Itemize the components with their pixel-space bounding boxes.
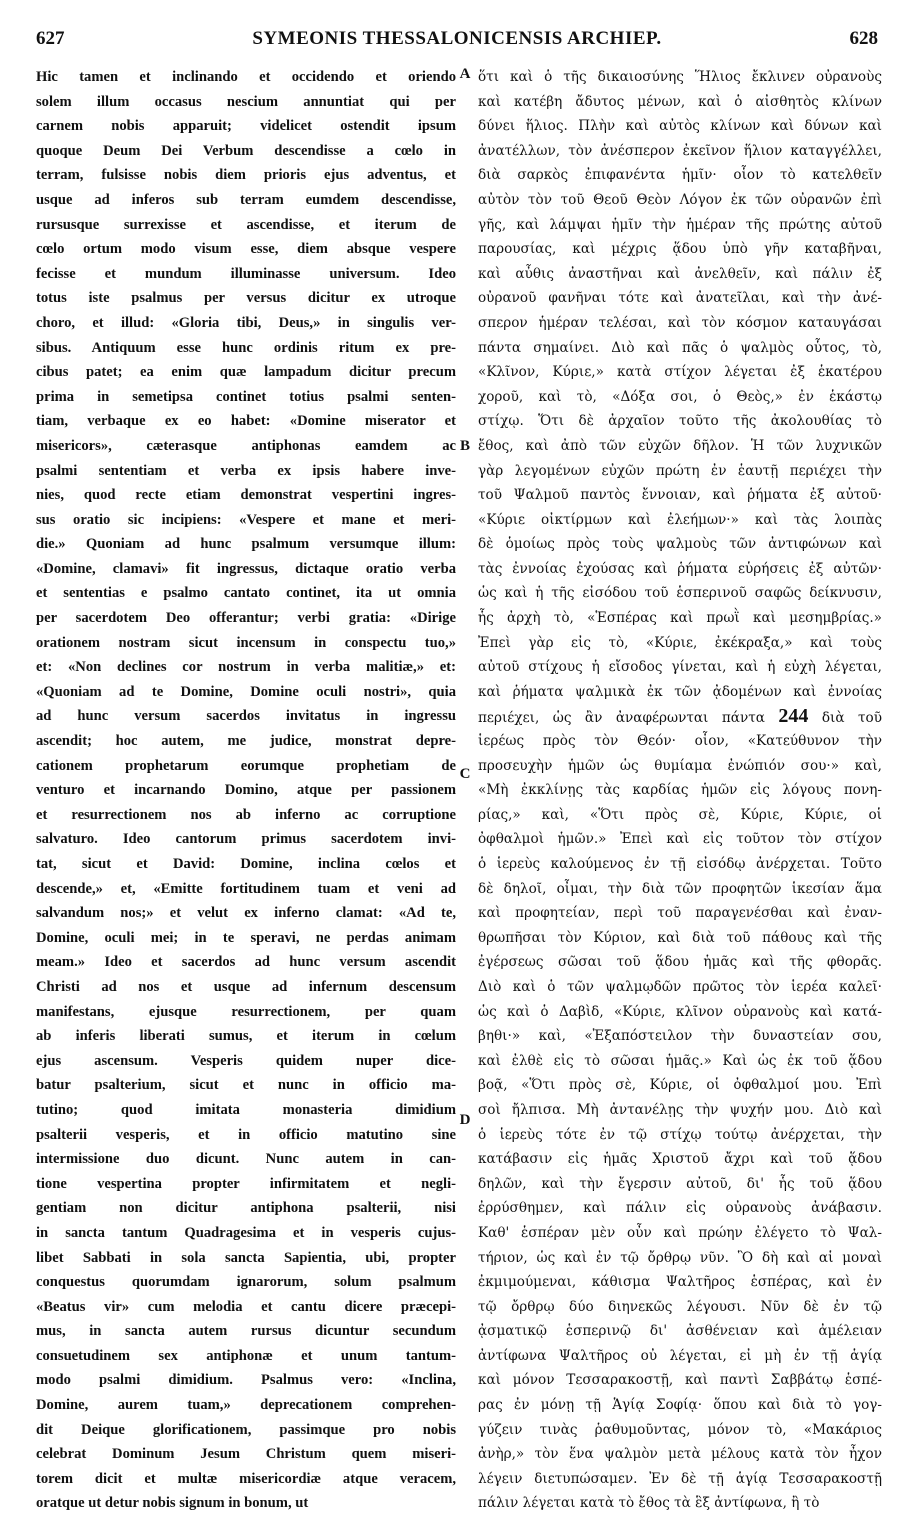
- text-line: sibus. Antiquum esse hunc ordinis ritum ex pre-: [36, 339, 456, 356]
- text-line: ἐρρύσθημεν, καὶ πάλιν εἰς οὐρανοὺς ἀνάβασιν.: [478, 1200, 882, 1217]
- text-line: batur psalterium, sicut et nunc in officio ma-: [36, 1077, 456, 1094]
- text-line: ἐκμιμούμεναι, κάθισμα Ψαλτῆρος ἑσπέρας, καὶ ἐν: [478, 1274, 882, 1291]
- section-marker-d: D: [459, 1112, 471, 1128]
- text-line: «Κύριε οἰκτίρμων καὶ ἐλεήμων·» καὶ τὰς λοιπὰς: [478, 511, 882, 528]
- text-line: ascendit; hoc autem, me judice, monstrat depre-: [36, 733, 456, 750]
- text-line: cibus patet; ea enim quæ lampadum dicitur precum: [36, 364, 456, 381]
- text-line: ρας ἐν μόνῃ τῇ Ἁγίᾳ Σοφίᾳ· ὅπου καὶ διὰ τὸ γογ-: [478, 1397, 882, 1414]
- text-line: «Μὴ ἐκκλίνῃς τὰς καρδίας ἡμῶν εἰς λόγους πονη-: [478, 782, 882, 799]
- text-line: ὡς καὶ ἡ τῆς εἰσόδου τοῦ ἑσπερινοῦ σαφῶς δείκνυσιν,: [478, 585, 882, 602]
- text-line: prima in semetipsa continet totius psalmi senten-: [36, 388, 456, 405]
- text-line: cœlo ortum modo visum esse, diem absque vespere: [36, 241, 456, 258]
- text-line: Ἐπεὶ γὰρ εἰς τὸ, «Κύριε, ἐκέκραξα,» καὶ τοὺς: [478, 634, 882, 651]
- text-line: πάλιν λέγεται κατὰ τὸ ἔθος τὰ ἓξ ἀντίφωνα, ἢ τὸ: [478, 1495, 820, 1512]
- text-line: descende,» et, «Emitte fortitudinem tuam et veni ad: [36, 880, 456, 897]
- text-line: ad hunc versum sacerdos invitatus in ingressu: [36, 708, 456, 725]
- page-number-left: 627: [36, 28, 65, 49]
- text-line: καὶ ἐλθὲ εἰς τὸ σῶσαι ἡμᾶς.» Καὶ ὡς ἐκ τοῦ ᾅδου: [478, 1052, 882, 1069]
- text-line: δὲ δηλοῖ, οἶμαι, τὴν διὰ τῶν προφητῶν ἱκεσίαν ἅμα: [478, 880, 882, 897]
- text-line: «Beatus vir» cum melodia et cantu dicere præcepi-: [36, 1298, 456, 1315]
- text-line: die.» Quoniam ad hunc psalmum versumque illum:: [36, 536, 456, 553]
- text-line: γύζειν τινὰς ῥαθυμοῦντας, μόνον τὸ, «Μακάριος: [478, 1421, 882, 1438]
- text-line: ὁ ἱερεὺς τότε ἐν τῷ στίχῳ τούτῳ ἀνέρχεται, τὴν: [478, 1126, 882, 1143]
- text-line: δηλῶν, καὶ τὴν ἔγερσιν αὐτοῦ, δι' ἧς τοῦ ᾅδου: [478, 1175, 882, 1192]
- text-line: «Quoniam ad te Domine, Domine oculi nostri», quia: [36, 683, 456, 700]
- text-line: προσευχὴν ἡμῶν ὡς θυμίαμα ἐνώπιόν σου·» καὶ,: [478, 757, 882, 774]
- text-line: πάντα σημαίνει. Διὸ καὶ πᾶς ὁ ψαλμὸς οὗτος, τὸ,: [478, 339, 882, 356]
- text-line: καὶ προφητείαν, περὶ τοῦ παραγενέσθαι καὶ ἐναν-: [478, 905, 882, 922]
- text-line: τὰς ἐννοίας ἐχούσας καὶ ῥήματα εὑρήσεις ἐξ αὐτῶν·: [478, 560, 882, 577]
- text-line: sus oratio sic incipiens: «Vespere et mane et meri-: [36, 511, 456, 528]
- text-line: ᾀσματικῷ ἑσπερινῷ δι' ἀσθένειαν καὶ ἀμέλειαν: [478, 1323, 882, 1340]
- text-line: torem dicit et multæ misericordiæ atque veracem,: [36, 1470, 456, 1487]
- section-marker-c: C: [459, 766, 471, 782]
- text-line: ὀφθαλμοὶ ἡμῶν.» Ἐπεὶ καὶ εἰς τοῦτον τὸν στίχον: [478, 831, 882, 848]
- text-line: καὶ κατέβη ἄδυτος μένων, καὶ ὁ αἰσθητὸς κλίνων: [478, 93, 882, 110]
- text-line: consuetudinem sex antiphonæ et unum tantum-: [36, 1347, 456, 1364]
- text-line: venturo et incarnando Domino, atque per passionem: [36, 782, 456, 799]
- text-line: γὰρ λεγομένων εὐχῶν πρώτη ἐν ἑαυτῇ περιέχει τὴν: [478, 462, 882, 479]
- text-line: oratque ut detur nobis signum in bonum, ut: [36, 1495, 309, 1512]
- section-marker-b: B: [459, 438, 470, 454]
- text-line: fecisse et mundum illuminasse universum. Ideo: [36, 265, 456, 282]
- text-line: περιέχει, ὡς ἂν ἀναφέρωνται πάντα 244 διὰ τοῦ: [478, 705, 882, 728]
- text-line: misericors», cæterasque antiphonas eamdem ac: [36, 437, 456, 454]
- text-line: tiam, verbaque ex eo habet: «Domine miserator et: [36, 413, 456, 430]
- text-line: tione vespertina propter infirmitatem et negli-: [36, 1175, 456, 1192]
- text-line: τήριον, ὡς καὶ ἐν τῷ ὄρθρῳ νῦν. Ὃ δὴ καὶ αἱ μοναὶ: [478, 1249, 882, 1266]
- text-line: ὁ ἱερεὺς καλούμενος ἐν τῇ εἰσόδῳ ἀνέρχεται. Τοῦτο: [478, 856, 882, 872]
- text-line: salvandum nos;» et velut ex inferno clamat: «Ad te,: [36, 905, 456, 922]
- original-page-number: 244: [778, 705, 809, 728]
- text-line: orationem nostram sicut incensum in conspectu tuo,»: [36, 634, 456, 651]
- text-line: «Κλῖνον, Κύριε,» κατὰ στίχον λέγεται ἐξ ἑκατέρου: [478, 364, 882, 381]
- text-line: παρουσίας, καὶ μέχρις ᾅδου ὑπὸ γῆν καταβῆναι,: [478, 241, 882, 258]
- page-number-right: 628: [849, 28, 878, 49]
- text-line: αὐτὸν τὸν τοῦ Θεοῦ Θεὸν Λόγον ἐκ τῶν οὐρανῶν ἐπὶ: [478, 191, 882, 208]
- text-line: ἐγέρσεως σῶσαι τοῦ ᾅδου ἡμᾶς καὶ τῆς φθορᾶς.: [478, 954, 882, 971]
- text-line: Christi ad nos et usque ad infernum descensum: [36, 978, 456, 995]
- text-line: choro, et illud: «Gloria tibi, Deus,» in singulis ver-: [36, 314, 456, 331]
- text-line: ὡς καὶ ὁ Δαβὶδ, «Κύριε, κλῖνον οὐρανοὺς καὶ κατά-: [478, 1003, 882, 1020]
- text-line: psalmi sententiam et verba ex ipsis habere inve-: [36, 462, 456, 479]
- text-line: «Domine, clamavi» fit ingressus, dictaque oratio verba: [36, 560, 456, 577]
- text-line: Καθ' ἑσπέραν μὲν οὖν καὶ πρώην ἐλέγετο τὸ Ψαλ-: [478, 1224, 882, 1241]
- text-line: τοῦ Ψαλμοῦ παντὸς ἔννοιαν, καὶ ῥήματα ἐξ αὐτοῦ·: [478, 487, 882, 504]
- text-line: terram, fulsisse nobis diem prioris ejus adventus, et: [36, 167, 456, 184]
- text-line: τῷ ὄρθρῳ δύο διηνεκῶς λέγουσι. Νῦν δὲ ἐν τῷ: [478, 1298, 882, 1315]
- text-line: βηθι·» καὶ, «Ἐξαπόστειλον τὴν δυναστείαν σου,: [478, 1028, 882, 1045]
- text-line: ejus ascensum. Vesperis quidem nuper dice-: [36, 1052, 456, 1069]
- text-line: intermissione duo dicunt. Nunc autem in can-: [36, 1151, 456, 1168]
- text-line: per sacerdotem Deo offerantur; verbi gratia: «Dirige: [36, 610, 456, 627]
- text-line: ρίας,» καὶ, «Ὅτι πρὸς σὲ, Κύριε, Κύριε, οἱ: [478, 806, 882, 823]
- text-line: rursusque surrexisse et ascendisse, et iterum de: [36, 216, 456, 233]
- text-line: quoque Deum Dei Verbum descendisse a cœlo in: [36, 142, 456, 159]
- text-line: usque ad inferos sub terram eumdem descendisse,: [36, 191, 456, 208]
- text-line: conquestus quorumdam ignarorum, solum psalmum: [36, 1274, 456, 1291]
- text-line: et resurrectionem nos ab inferno ac corruptione: [36, 806, 456, 823]
- text-line: ἱερέως πρὸς τὸν Θεόν· οἷον, «Κατεύθυνον τὴν: [478, 733, 882, 750]
- text-line: ἀνατέλλων, τὸν ἀνέσπερον ἐκεῖνον ἥλιον καταγγέλλει,: [478, 142, 882, 159]
- text-line: στίχῳ. Ὅτι δὲ ἀρχαῖον τοῦτο τῆς ἀκολουθίας τὸ: [478, 413, 882, 430]
- text-line: mus, in sancta autem rursus dicuntur secundum: [36, 1323, 456, 1340]
- text-line: celebrat Dominum Jesum Christum quem miseri-: [36, 1446, 456, 1463]
- text-line: Domine, aurem tuam,» deprecationem comprehen-: [36, 1397, 456, 1414]
- text-line: ab inferis liberati sumus, et iterum in cœlum: [36, 1028, 456, 1045]
- text-line: totus iste psalmus per versus dicitur ex utroque: [36, 290, 456, 307]
- text-line: ἀνὴρ,» τὸν ἕνα ψαλμὸν μετὰ μέλους κατὰ τὸν ἦχον: [478, 1446, 882, 1463]
- text-line: nies, quod recte etiam demonstrat vespertini ingres-: [36, 487, 456, 504]
- text-line: καὶ ῥήματα ψαλμικὰ ἐκ τῶν ᾀδομένων καὶ ἐννοίας: [478, 683, 882, 700]
- text-line: βοᾷ, «Ὅτι πρὸς σὲ, Κύριε, οἱ ὀφθαλμοί μου. Ἐπὶ: [478, 1077, 882, 1094]
- text-line: dit Deique glorificationem, passimque pro nobis: [36, 1421, 456, 1438]
- text-line: tutino; quod imitata monasteria dimidium: [36, 1101, 456, 1118]
- text-line: κατάβασιν εἰς ἡμᾶς Χριστοῦ ἄχρι καὶ τοῦ ᾅδου: [478, 1151, 882, 1168]
- text-line: psalterii vesperis, et in officio matutino sine: [36, 1126, 456, 1143]
- text-line: χοροῦ, καὶ τὸ, «Δόξα σοι, ὁ Θεὸς,» ἐν ἑκάστῳ: [478, 388, 882, 405]
- text-line: οὐρανοῦ φανῆναι τότε καὶ ἀνατεῖλαι, καὶ τὴν ἀνέ-: [478, 290, 882, 307]
- text-line: et: «Non declines cor nostrum in verba malitiæ,» et:: [36, 659, 456, 676]
- text-line: libet Sabbati in sola sancta Sapientia, ubi, propter: [36, 1249, 456, 1266]
- text-line: in sancta tantum Quadragesima et in vesperis cujus-: [36, 1224, 456, 1241]
- text-line: διὰ σαρκὸς ἐπιφανέντα ἡμῖν· οἷον τὸ κατελθεῖν: [478, 167, 882, 184]
- greek-column: [478, 65, 882, 1516]
- text-line: cationem prophetarum eorumque prophetiam de: [36, 757, 456, 774]
- text-line: ἀντίφωνα Ψαλτῆρος οὐ λέγεται, εἰ μὴ ἐν τῇ ἁγίᾳ: [478, 1347, 882, 1364]
- text-line: modo psalmi dimidium. Psalmus vero: «Inclina,: [36, 1372, 456, 1389]
- text-line: salvaturo. Ideo cantorum primus sacerdotem invi-: [36, 831, 456, 848]
- text-line: καὶ μόνον Τεσσαρακοστῇ, καὶ παντὶ Σαββάτῳ ἑσπέ-: [478, 1372, 882, 1389]
- text-line: tat, sicut et David: Domine, inclina cœlos et: [36, 856, 456, 872]
- text-line: solem illum occasus nescium annuntiat qui per: [36, 93, 456, 110]
- text-line: αὐτοῦ στίχους ἡ εἴσοδος γίνεται, καὶ ἡ εὐχὴ λέγεται,: [478, 659, 882, 676]
- text-line: et sententias e psalmo cantato continet, ita ut omnia: [36, 585, 456, 602]
- text-line: σοὶ ἤλπισα. Μὴ ἀντανέλῃς τὴν ψυχήν μου. Διὸ καὶ: [478, 1101, 882, 1118]
- running-title: SYMEONIS THESSALONICENSIS ARCHIEP.: [252, 28, 662, 49]
- text-line: manifestans, ejusque resurrectionem, per quam: [36, 1003, 456, 1020]
- page-header: [36, 28, 878, 52]
- text-line: δύνει ἥλιος. Πλὴν καὶ αὐτὸς κλίνων καὶ δύνων καὶ: [478, 118, 882, 135]
- text-line: θρωπῆσαι τὸν Κύριον, καὶ διὰ τοῦ πάθους καὶ τῆς: [478, 929, 882, 946]
- text-line: σπερον ἡμέραν τελέσαι, καὶ τὸν κόσμον καταυγάσαι: [478, 314, 882, 331]
- text-line: gentiam non dicitur antiphona psalterii, nisi: [36, 1200, 456, 1217]
- text-line: ὅτι καὶ ὁ τῆς δικαιοσύνης Ἥλιος ἔκλινεν οὐρανοὺς: [478, 69, 882, 85]
- text-line: ἔθος, καὶ ἀπὸ τῶν εὐχῶν δῆλον. Ἡ τῶν λυχνικῶν: [478, 437, 882, 454]
- text-line: ἧς ἀρχὴ τὸ, «Ἑσπέρας καὶ πρωῒ καὶ μεσημβρίας.»: [478, 610, 882, 627]
- text-line: Διὸ καὶ ὁ τῶν ψαλμῳδῶν πρῶτος τὸν ἱερέα καλεῖ·: [478, 978, 882, 995]
- text-line: Hic tamen et inclinando et occidendo et oriendo: [36, 69, 456, 85]
- text-line: λέγειν διετυπώσαμεν. Ἐν δὲ τῇ ἁγίᾳ Τεσσαρακοστῇ: [478, 1470, 882, 1487]
- text-line: καὶ αὖθις ἀναστῆναι καὶ ἀνελθεῖν, καὶ πάλιν ἐξ: [478, 265, 882, 282]
- text-line: δὲ ὁμοίως πρὸς τοὺς ψαλμοὺς τῶν ἀντιφώνων καὶ: [478, 536, 882, 553]
- text-line: carnem nobis apparuit; videlicet ostendit ipsum: [36, 118, 456, 135]
- text-line: meam.» Ideo et sacerdos ad hunc versum ascendit: [36, 954, 456, 971]
- latin-column: [36, 65, 456, 1516]
- text-line: Domine, oculi mei; in te speravi, ne perdas animam: [36, 929, 456, 946]
- text-line: γῆς, καὶ λάμψαι ἡμῖν τὴν ἡμέραν τῆς πρώτης αὐτοῦ: [478, 216, 882, 233]
- section-marker-a: A: [459, 66, 471, 82]
